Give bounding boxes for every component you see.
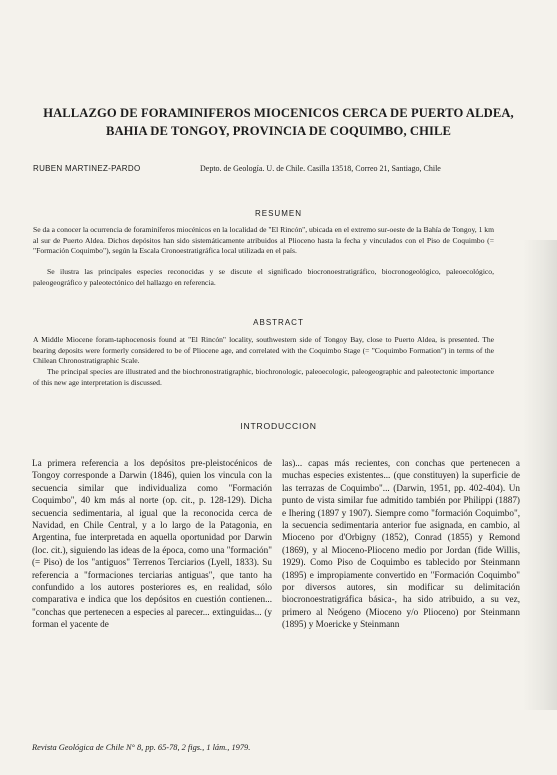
left-column-text: La primera referencia a los depósitos pre-pleistocénicos de Tongoy corresponde a Darwin (1846), quien los vincula con la secuencia similar que individualiza como "Formación Coquimbo", 40 km más al norte (op. cit., p. 128-129). Dicha secuencia sedimentaria, al igual que la reconocida cerca de Navidad, en Chile Central, y a lo largo de la Patagonia, en Argentina, fue interpretada en aquella oportunidad por Darwin (loc. cit.), siguiendo las ideas de la época, como una "formación" (= Piso) de los "antiguos" Terrenos Terciarios (Lyell, 1833). Su referencia a "formaciones terciarias antiguas", que tanto ha confundido a los autores posteriores es, en realidad, sólo comparativa e indica que los depósitos en cuestión contienen... "conchas que pertenecen a especies al parecer... extinguidas... (y forman el yacente de bbox=[32, 458, 272, 630]
right-column bbox=[282, 457, 520, 631]
abstract-paragraph-1: A Middle Miocene foram-taphocenosis found at "El Rincón" locality, southwestern side of Tongoy Bay, close to Puerto Aldea, is presented. The bearing deposits were formerly considered to be of Pliocene age, and correlated with the Coquimbo Stage (= "Coquimbo Formation") in terms of the Chilean Chronostratigraphic Scale. bbox=[33, 335, 494, 365]
resumen-paragraph-2: Se ilustra las principales especies reconocidas y se discute el significado biocronoestratigráfico, biocronogeológico, paleoecológico, paleogeográfico y paleotectónico del hallazgo en referencia. bbox=[33, 267, 494, 287]
paper-title bbox=[40, 104, 517, 140]
author-name: RUBEN MARTINEZ-PARDO bbox=[33, 164, 141, 173]
title-line-1: HALLAZGO DE FORAMINIFEROS MIOCENICOS CERCA DE PUERTO ALDEA, bbox=[43, 106, 514, 120]
author-affiliation: Depto. de Geología. U. de Chile. Casilla 13518, Correo 21, Santiago, Chile bbox=[200, 164, 441, 173]
abstract-heading: ABSTRACT bbox=[253, 318, 304, 327]
scan-shadow-strip bbox=[523, 240, 557, 710]
left-column bbox=[32, 457, 272, 631]
title-line-2: BAHIA DE TONGOY, PROVINCIA DE COQUIMBO, CHILE bbox=[105, 124, 452, 138]
right-column-text: las)... capas más recientes, con conchas que pertenecen a muchas especies existentes... (que constituyen) la superficie de las terrazas de Coquimbo"... (Darwin, 1951, pp. 402-404). Un punto de vista similar fue admitido también por Philippi (1887) e Ihering (1897 y 1907). Siempre como "formación Coquimbo", la secuencia sedimentaria anterior fue asignada, en cambio, al Mioceno por d'Orbigny (1852), Conrad (1855) y Remond (1869), y al Mioceno-Plioceno medio por Jordan (fide Willis, 1929). Como Piso de Coquimbo es tablecido por Steinmann (1895) e impropiamente convertido en "Formación Coquimbo" por diversos autores, sin modificar su delimitación biocronoestratigráfica básica-, ha sido atribuido, a su vez, primero al Neógeno (Mioceno y/o Plioceno) por Steinmann (1895) y Moericke y Steinmann bbox=[282, 458, 520, 630]
resumen-paragraph-1: Se da a conocer la ocurrencia de foraminíferos miocénicos en la localidad de "El Rincón", ubicada en el extremo sur-oeste de la Bahía de Tongoy, 1 km al sur de Puerto Aldea. Dichos depósitos han sido sistemáticamente atribuidos al Plioceno hasta la fecha y vinculados con el Piso de Coquimbo (= "Formación Coquimbo"), según la Escala Cronoestratigráfica local utilizada en el país. bbox=[33, 225, 494, 255]
resumen-heading: RESUMEN bbox=[254, 209, 302, 218]
introduccion-heading: INTRODUCCION bbox=[240, 421, 317, 431]
abstract-paragraph-2: The principal species are illustrated and the biochronostratigraphic, biochronologic, paleoecologic, paleogeographic and paleotectonic importance of this new age interpretation is discussed. bbox=[33, 367, 494, 387]
journal-citation: Revista Geológica de Chile N° 8, pp. 65-78, 2 figs., 1 lám., 1979. bbox=[32, 743, 251, 752]
